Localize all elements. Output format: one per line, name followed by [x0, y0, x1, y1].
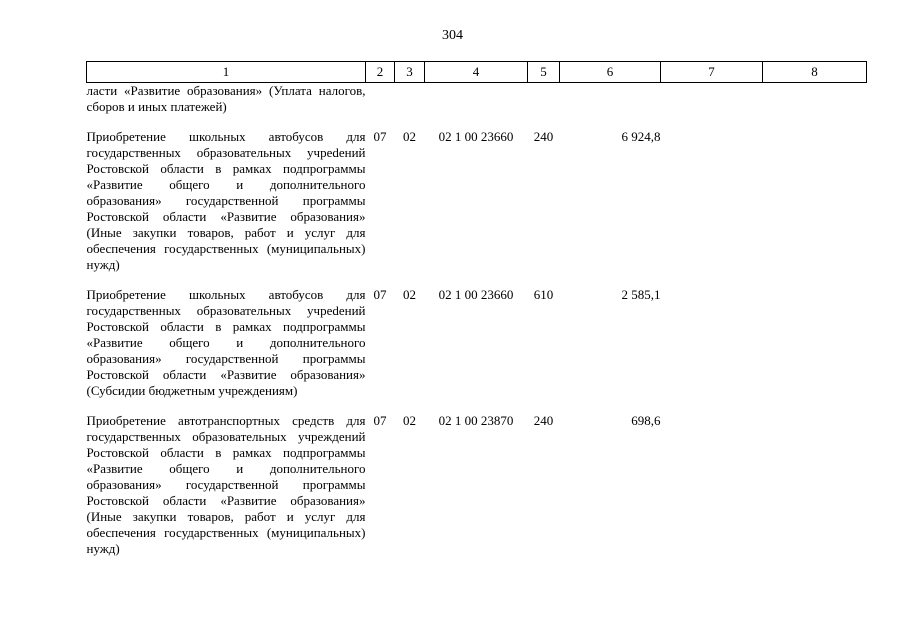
row-amount: 698,6: [631, 413, 661, 428]
row-section: 07: [373, 413, 387, 428]
table-row: [87, 129, 867, 273]
row-col7: [661, 287, 763, 399]
budget-table: [86, 61, 867, 557]
row-description: Приобретение школьных автобусов для государственных образовательных учреdений Ростовской области в рамках подпрограммы «Развитие общего и дополнительного образования» государственной программы Ростовской области «Развитие образования» (Иные закупки товаров, работ и услуг для обеспечения государственных (муниципальных) нужд): [86, 129, 366, 272]
header-cell: 3: [395, 62, 425, 83]
row-col7: [661, 83, 763, 116]
row-spacer: [87, 115, 867, 129]
row-description: Приобретение автотранспортных средств для государственных образовательных учреждений Ростовской области в рамках подпрограммы «Развитие общего и дополнительного образования» государственной программы Ростовской области «Развитие образования» (Иные закупки товаров, работ и услуг для обеспечения государственных (муниципальных) нужд): [86, 413, 366, 556]
row-description: Приобретение школьных автобусов для государственных образовательных учреdений Ростовской области в рамках подпрограммы «Развитие общего и дополнительного образования» государственной программы Ростовской области «Развитие образования» (Субсидии бюджетным учреждениям): [86, 287, 366, 398]
row-amount: [560, 83, 661, 116]
row-col8: [763, 129, 867, 273]
row-amount: 2 585,1: [621, 287, 661, 302]
row-target-article: [425, 83, 528, 116]
page-number: 304: [442, 28, 463, 43]
header-cell: 6: [560, 62, 661, 83]
row-target-article: 02 1 00 23660: [438, 129, 514, 144]
row-subsection: [395, 83, 425, 116]
table-row: [87, 413, 867, 557]
row-target-article: 02 1 00 23660: [438, 287, 514, 302]
row-subsection: 02: [403, 287, 416, 302]
row-amount: 6 924,8: [621, 129, 661, 144]
row-spacer: [87, 273, 867, 287]
header-cell: 5: [528, 62, 560, 83]
header-cell: 2: [366, 62, 395, 83]
row-section: 07: [373, 287, 387, 302]
header-row: [87, 62, 867, 83]
header-cell: 8: [763, 62, 867, 83]
table-row: [87, 287, 867, 399]
row-subsection: 02: [403, 413, 416, 428]
header-cell: 1: [87, 62, 366, 83]
header-cell: 7: [661, 62, 763, 83]
row-col8: [763, 83, 867, 116]
row-section: [366, 83, 395, 116]
row-subsection: 02: [403, 129, 416, 144]
row-expense-type: 240: [533, 413, 554, 428]
row-description: ласти «Развитие образования» (Уплата налогов, сборов и иных платежей): [86, 83, 366, 114]
header-cell: 4: [425, 62, 528, 83]
row-spacer: [87, 399, 867, 413]
row-col8: [763, 413, 867, 557]
row-section: 07: [373, 129, 387, 144]
row-expense-type: [528, 83, 560, 116]
row-target-article: 02 1 00 23870: [438, 413, 514, 428]
row-col8: [763, 287, 867, 399]
row-col7: [661, 413, 763, 557]
row-expense-type: 240: [533, 129, 554, 144]
row-expense-type: 610: [533, 287, 554, 302]
row-col7: [661, 129, 763, 273]
table-row: [87, 83, 867, 116]
